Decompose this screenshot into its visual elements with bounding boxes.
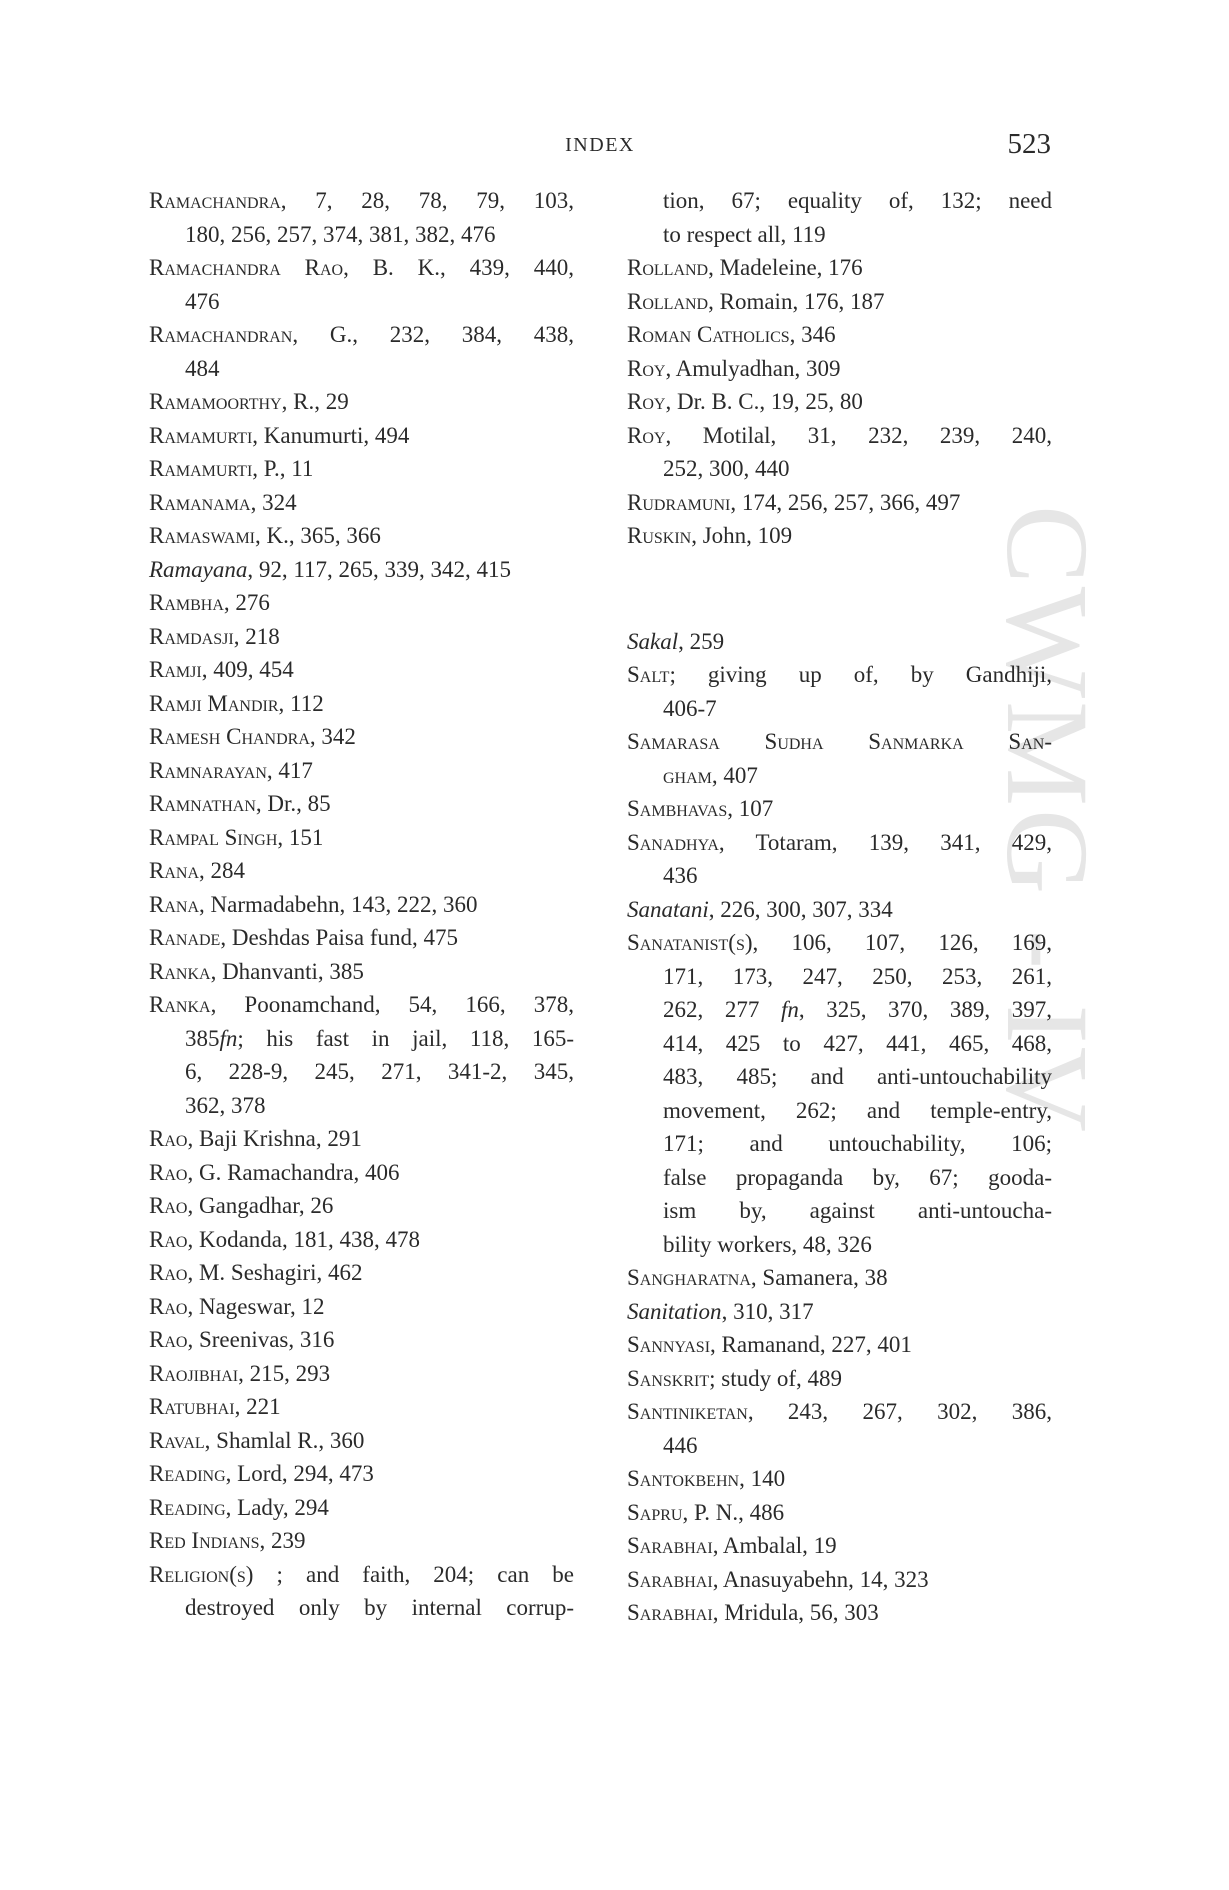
index-text: bility workers, 48, 326	[663, 1231, 872, 1257]
index-heading: Roman Catholics	[627, 322, 790, 347]
index-text: 436	[663, 863, 698, 888]
index-text: movement, 262; and temple-entry,	[663, 1097, 1052, 1123]
page-number: 523	[1007, 128, 1051, 160]
index-heading: Raojibhai	[149, 1360, 239, 1386]
index-text: , Ambalal, 19	[712, 1533, 837, 1558]
index-line	[627, 926, 1052, 960]
index-heading: Rampal Singh	[149, 824, 278, 850]
index-line	[149, 218, 574, 252]
index-text: , Dr., 85	[255, 791, 331, 816]
index-text: 252, 300, 440	[663, 456, 790, 481]
index-line	[627, 1094, 1052, 1128]
index-text: , Poonamchand, 54, 166, 378,	[210, 992, 574, 1017]
index-text: , 409, 454	[201, 657, 294, 682]
index-text: , P. N., 486	[682, 1499, 785, 1525]
index-text: ; his fast in jail, 118, 165-	[237, 1025, 574, 1051]
index-text: , Nageswar, 12	[187, 1293, 325, 1319]
index-line	[149, 1189, 574, 1223]
index-heading: Ramachandra	[149, 188, 281, 213]
index-line	[627, 625, 1052, 659]
index-text: 171; and untouchability, 106;	[663, 1131, 1052, 1156]
index-heading: Rao	[149, 1193, 188, 1218]
index-text: , Narmadabehn, 143, 222, 360	[199, 891, 478, 917]
index-line	[149, 787, 574, 821]
index-text: , Deshdas Paisa fund, 475	[220, 925, 458, 950]
index-text: 180, 256, 257, 374, 381, 382, 476	[185, 221, 496, 247]
index-line	[627, 1261, 1052, 1295]
index-line	[627, 1060, 1052, 1094]
index-column-left	[149, 184, 574, 1625]
index-text: 171, 173, 247, 250, 253, 261,	[663, 963, 1052, 989]
index-line	[627, 759, 1052, 793]
index-line	[149, 352, 574, 386]
index-line	[627, 285, 1052, 319]
index-line	[627, 826, 1052, 860]
index-heading: Sanatanist(s)	[627, 930, 753, 955]
index-text: , Totaram, 139, 341, 429,	[718, 829, 1052, 855]
index-line	[149, 921, 574, 955]
index-text: , B. K., 439, 440,	[343, 255, 574, 280]
index-heading: Ranka	[149, 958, 211, 984]
index-text: to respect all, 119	[663, 221, 826, 247]
index-heading: Ramamurti	[149, 456, 253, 481]
index-line	[627, 1194, 1052, 1228]
index-line	[149, 1089, 574, 1123]
index-heading: Roy	[627, 389, 666, 414]
index-heading: Ramachandra Rao	[149, 255, 344, 280]
index-heading: Sarabhai	[627, 1600, 713, 1625]
index-text: , Motilal, 31, 232, 239, 240,	[665, 422, 1052, 448]
index-text: , 325, 370, 389, 397,	[798, 997, 1052, 1022]
index-heading: Sannyasi	[627, 1332, 711, 1357]
index-text: 483, 485; and anti-untouchability	[663, 1064, 1052, 1089]
index-line	[627, 692, 1052, 726]
index-line	[627, 792, 1052, 826]
index-line	[149, 1457, 574, 1491]
index-line	[627, 251, 1052, 285]
index-line	[149, 1357, 574, 1391]
index-line	[149, 1022, 574, 1056]
index-text: false propaganda by, 67; gooda-	[663, 1164, 1052, 1190]
index-line	[149, 653, 574, 687]
index-text: , 324	[250, 489, 297, 515]
index-text: 476	[185, 288, 220, 314]
index-line	[627, 893, 1052, 927]
index-heading: Rao	[149, 1260, 188, 1285]
index-text: , 342	[309, 724, 356, 749]
index-text: , 221	[234, 1394, 281, 1419]
index-line	[149, 754, 574, 788]
index-line	[627, 1161, 1052, 1195]
index-line	[149, 486, 574, 520]
index-text: , Ramanand, 227, 401	[710, 1332, 912, 1357]
index-heading: Rolland	[627, 288, 709, 314]
index-line	[149, 1290, 574, 1324]
index-text: , 112	[278, 690, 324, 716]
index-text: , Lord, 294, 473	[225, 1461, 374, 1486]
index-line	[627, 859, 1052, 893]
index-heading: Rao	[149, 1126, 188, 1151]
index-text: 446	[663, 1432, 698, 1458]
index-text: destroyed only by internal corrup-	[185, 1595, 574, 1620]
index-heading: Ramaswami	[149, 523, 256, 548]
index-heading: Ramamurti	[149, 422, 253, 448]
index-text: , 107	[727, 796, 774, 821]
index-text: 362, 378	[185, 1092, 266, 1118]
index-heading: Ramamoorthy	[149, 389, 282, 414]
index-line	[149, 687, 574, 721]
index-line	[149, 854, 574, 888]
index-line	[149, 419, 574, 453]
index-line	[627, 1228, 1052, 1262]
index-text: , 346	[789, 322, 836, 347]
index-line	[627, 1596, 1052, 1630]
index-heading: Roy	[627, 355, 666, 381]
index-text: 6, 228-9, 245, 271, 341-2, 345,	[185, 1059, 574, 1084]
index-heading: Rambha	[149, 590, 224, 615]
index-line	[627, 218, 1052, 252]
index-heading: Rao	[149, 1293, 188, 1319]
index-text: , R., 29	[281, 389, 349, 414]
index-line	[149, 586, 574, 620]
index-line	[627, 960, 1052, 994]
index-text: , Baji Krishna, 291	[187, 1126, 362, 1151]
index-heading: Ramanama	[149, 489, 251, 515]
index-heading: Reading	[149, 1461, 226, 1486]
index-text: ; giving up of, by Gandhiji,	[669, 662, 1052, 687]
index-line	[149, 452, 574, 486]
index-italic-term: Ramayana	[149, 556, 248, 582]
index-line	[627, 1529, 1052, 1563]
section-gap	[627, 553, 1052, 625]
index-heading: Ramji Mandir	[149, 690, 279, 716]
index-line	[149, 1558, 574, 1592]
index-text: ; and faith, 204; can be	[253, 1561, 574, 1587]
index-line	[149, 251, 574, 285]
index-line	[149, 1390, 574, 1424]
index-heading: Rao	[149, 1327, 188, 1352]
index-text: , Sreenivas, 316	[187, 1327, 335, 1352]
index-line	[149, 1256, 574, 1290]
index-text: , 276	[223, 590, 270, 615]
index-italic-term: Sanitation	[627, 1298, 722, 1324]
index-italic-term: Sanatani	[627, 896, 709, 922]
index-text: , 407	[711, 762, 758, 788]
index-heading: Santiniketan	[627, 1399, 748, 1424]
index-text: , K., 365, 366	[255, 523, 381, 548]
index-heading: Rao	[149, 1226, 188, 1252]
index-heading: Sanadhya	[627, 829, 719, 855]
index-text: , Kanumurti, 494	[252, 422, 410, 448]
index-text: 385	[185, 1025, 220, 1051]
index-heading: Sanskrit	[627, 1365, 710, 1391]
index-text: , 151	[277, 824, 324, 850]
index-line	[149, 1156, 574, 1190]
index-text: , 417	[266, 757, 313, 783]
index-text: , 239	[259, 1528, 306, 1553]
index-heading: Raval	[149, 1427, 205, 1453]
index-heading: Samarasa Sudha Sanmarka San-	[627, 729, 1052, 754]
index-text: , 310, 317	[721, 1298, 814, 1324]
index-text: , 92, 117, 265, 339, 342, 415	[247, 556, 512, 582]
index-text: , G., 232, 384, 438,	[292, 322, 574, 347]
index-line	[149, 1591, 574, 1625]
index-line	[149, 285, 574, 319]
index-text: , M. Seshagiri, 462	[187, 1260, 363, 1285]
index-text: ism by, against anti-untoucha-	[663, 1198, 1052, 1223]
index-line	[627, 385, 1052, 419]
index-column-right	[627, 184, 1052, 1630]
index-line	[149, 1055, 574, 1089]
index-text: , Dhanvanti, 385	[210, 958, 364, 984]
index-italic-term: fn	[219, 1025, 238, 1051]
index-line	[627, 452, 1052, 486]
index-text: , Anasuyabehn, 14, 323	[712, 1566, 929, 1592]
index-heading: Ramdasji	[149, 623, 234, 649]
index-text: , Shamlal R., 360	[204, 1427, 365, 1453]
index-line	[149, 1122, 574, 1156]
index-text: , 226, 300, 307, 334	[708, 896, 893, 922]
index-text: , John, 109	[691, 523, 793, 548]
index-heading: Sarabhai	[627, 1566, 713, 1592]
index-italic-term: fn	[780, 997, 799, 1022]
index-text: tion, 67; equality of, 132; need	[663, 188, 1052, 213]
index-line	[149, 955, 574, 989]
index-heading: Sangharatna	[627, 1265, 751, 1290]
index-italic-term: Sakal	[627, 628, 679, 654]
index-line	[627, 658, 1052, 692]
index-text: , Lady, 294	[225, 1494, 329, 1520]
index-text: 414, 425 to 427, 441, 465, 468,	[663, 1030, 1052, 1056]
watermark-text: CWMG - IV	[982, 505, 1113, 1136]
index-text: , Romain, 176, 187	[708, 288, 885, 314]
index-line	[627, 419, 1052, 453]
index-line	[627, 1429, 1052, 1463]
index-text: , G. Ramachandra, 406	[187, 1159, 400, 1185]
index-line	[149, 620, 574, 654]
index-line	[627, 352, 1052, 386]
index-text: , Samanera, 38	[750, 1265, 888, 1290]
index-line	[627, 1496, 1052, 1530]
index-line	[149, 184, 574, 218]
index-heading: gham	[663, 762, 712, 788]
index-text: , Mridula, 56, 303	[712, 1600, 879, 1625]
index-line	[149, 988, 574, 1022]
index-heading: Rolland	[627, 255, 709, 280]
index-heading: Ratubhai	[149, 1394, 235, 1419]
index-text: , 218	[233, 623, 280, 649]
index-heading: Sarabhai	[627, 1533, 713, 1558]
index-heading: Roy	[627, 422, 666, 448]
index-text: , P., 11	[252, 456, 314, 481]
index-line	[627, 725, 1052, 759]
index-line	[627, 1462, 1052, 1496]
index-line	[149, 385, 574, 419]
index-text: ; study of, 489	[709, 1365, 843, 1391]
index-line	[149, 1424, 574, 1458]
index-text: , Kodanda, 181, 438, 478	[187, 1226, 420, 1252]
index-heading: Rana	[149, 891, 200, 917]
index-line	[627, 1027, 1052, 1061]
index-line	[627, 1328, 1052, 1362]
index-text: , 106, 107, 126, 169,	[752, 930, 1052, 955]
index-heading: Santokbehn	[627, 1466, 740, 1491]
index-line	[627, 1295, 1052, 1329]
index-heading: Rudramuni	[627, 489, 731, 515]
index-heading: Ramnarayan	[149, 757, 267, 783]
index-line	[149, 1524, 574, 1558]
index-line	[627, 1362, 1052, 1396]
index-text: , 140	[739, 1466, 786, 1491]
index-heading: Ramachandran	[149, 322, 293, 347]
index-heading: Ruskin	[627, 523, 692, 548]
index-text: , 243, 267, 302, 386,	[747, 1399, 1052, 1424]
index-line	[627, 1395, 1052, 1429]
index-heading: Sambhavas	[627, 796, 728, 821]
index-text: , Amulyadhan, 309	[665, 355, 841, 381]
index-line	[627, 318, 1052, 352]
index-line	[627, 1563, 1052, 1597]
index-text: , 7, 28, 78, 79, 103,	[280, 188, 574, 213]
index-line	[149, 720, 574, 754]
index-text: , Madeleine, 176	[708, 255, 863, 280]
index-text: , 284	[199, 858, 246, 883]
index-line	[149, 553, 574, 587]
running-header: INDEX	[565, 134, 635, 156]
index-line	[149, 1491, 574, 1525]
index-line	[149, 1223, 574, 1257]
index-text: , Dr. B. C., 19, 25, 80	[665, 389, 863, 414]
index-line	[627, 1127, 1052, 1161]
index-heading: Red Indians	[149, 1528, 260, 1553]
index-heading: Ranade	[149, 925, 221, 950]
index-heading: Rao	[149, 1159, 188, 1185]
index-line	[149, 318, 574, 352]
index-text: 484	[185, 355, 220, 381]
index-line	[149, 519, 574, 553]
index-text: , 215, 293	[238, 1360, 331, 1386]
index-heading: Ramesh Chandra	[149, 724, 310, 749]
index-text: 262, 277	[663, 997, 781, 1022]
index-text: 406-7	[663, 695, 717, 721]
index-heading: Salt	[627, 662, 670, 687]
index-line	[149, 1323, 574, 1357]
index-heading: Ranka	[149, 992, 211, 1017]
index-text: , 174, 256, 257, 366, 497	[730, 489, 961, 515]
index-heading: Reading	[149, 1494, 226, 1520]
index-heading: Sapru	[627, 1499, 683, 1525]
index-text: , Gangadhar, 26	[187, 1193, 334, 1218]
index-text: , 259	[678, 628, 725, 654]
index-line	[149, 888, 574, 922]
index-heading: Ramji	[149, 657, 202, 682]
index-heading: Ramnathan	[149, 791, 256, 816]
index-line	[627, 993, 1052, 1027]
index-heading: Religion(s)	[149, 1561, 254, 1587]
index-line	[149, 821, 574, 855]
index-line	[627, 184, 1052, 218]
index-line	[627, 486, 1052, 520]
index-line	[627, 519, 1052, 553]
index-heading: Rana	[149, 858, 200, 883]
